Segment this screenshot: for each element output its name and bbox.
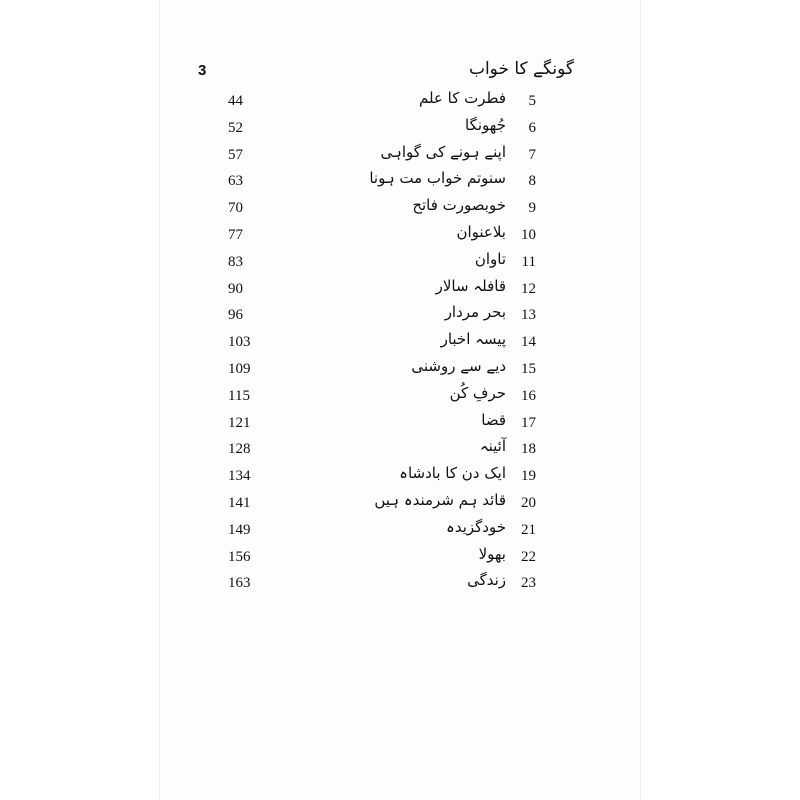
toc-chapter-title: تاوان [474,249,506,268]
toc-row [160,570,640,597]
toc-chapter-number: 12 [521,280,536,297]
toc-chapter-title: قضا [481,410,506,429]
toc-page-number: 141 [228,494,251,511]
toc-chapter-number: 22 [521,548,536,565]
toc-page-number: 128 [228,441,251,458]
toc-chapter-number: 6 [528,119,536,136]
toc-row [160,410,640,437]
toc-chapter-title: قافلہ سالار [435,276,506,295]
toc-page-number: 63 [228,173,243,190]
toc-row [160,195,640,222]
toc-chapter-title: اپنے ہونے کی گواہی [380,142,506,161]
toc-page-number: 121 [228,414,251,431]
toc-page-number: 163 [228,575,251,592]
toc-chapter-number: 14 [521,334,536,351]
book-page [160,0,640,800]
toc-chapter-number: 7 [528,146,536,163]
toc-chapter-number: 15 [521,360,536,377]
toc-chapter-number: 17 [521,414,536,431]
toc-page-number: 96 [228,307,243,324]
toc-chapter-title: دیے سے روشنی [411,356,506,375]
toc-chapter-title: جُھونگا [465,115,506,134]
toc-page-number: 103 [228,334,251,351]
toc-page-number: 52 [228,119,243,136]
toc-page-number: 44 [228,93,243,109]
toc-chapter-title: حرفِ کُن [449,383,506,402]
toc-chapter-number: 16 [521,387,536,404]
toc-page-number: 149 [228,521,251,538]
toc-row [160,142,640,169]
page-header [160,58,640,88]
toc-row [160,88,640,115]
toc-chapter-number: 5 [528,93,536,109]
toc-page-number: 83 [228,253,243,270]
page-number: 3 [198,62,207,79]
toc-chapter-title: فطرت کا علم [418,89,506,107]
toc-chapter-number: 21 [521,521,536,538]
toc-chapter-number: 18 [521,441,536,458]
toc-page-number: 134 [228,468,251,485]
toc-row [160,490,640,517]
toc-chapter-title: ایک دن کا بادشاہ [399,464,506,483]
toc-chapter-title: پیسہ اخبار [440,330,506,349]
toc-page-number: 109 [228,360,251,377]
toc-page-number: 90 [228,280,243,297]
toc-page-number: 156 [228,548,251,565]
toc-row [160,463,640,490]
toc-chapter-title: سنوتم خواب مت ہونا [369,169,506,188]
toc-chapter-number: 8 [528,173,536,190]
toc-chapter-title: بلاعنوان [456,222,506,241]
toc-chapter-title: زندگی [467,571,506,590]
toc-chapter-title: خوبصورت فاتح [412,196,506,215]
toc-row [160,302,640,329]
toc-row [160,436,640,463]
toc-chapter-title: بحر مردار [444,303,506,322]
toc-row [160,356,640,383]
toc-page-number: 70 [228,200,243,217]
toc-row [160,329,640,356]
toc-row [160,168,640,195]
toc-page-number: 57 [228,146,243,163]
toc-row [160,249,640,276]
toc-chapter-number: 20 [521,494,536,511]
toc-chapter-title: بھولا [478,544,506,563]
toc-chapter-title: قائد ہم شرمندہ ہیں [374,490,506,509]
toc-chapter-title: آئینہ [479,437,506,456]
table-of-contents [160,88,640,597]
toc-page-number: 77 [228,226,243,243]
toc-chapter-number: 19 [521,468,536,485]
toc-row [160,115,640,142]
toc-row [160,517,640,544]
toc-chapter-number: 11 [521,253,536,270]
toc-chapter-number: 10 [521,226,536,243]
toc-row [160,276,640,303]
toc-row [160,383,640,410]
toc-chapter-number: 23 [521,575,536,592]
toc-row [160,544,640,571]
toc-row [160,222,640,249]
book-title: گونگے کا خواب [468,59,574,79]
toc-page-number: 115 [228,387,250,404]
toc-chapter-title: خودگزیدہ [446,517,506,536]
toc-chapter-number: 13 [521,307,536,324]
toc-chapter-number: 9 [528,200,536,217]
